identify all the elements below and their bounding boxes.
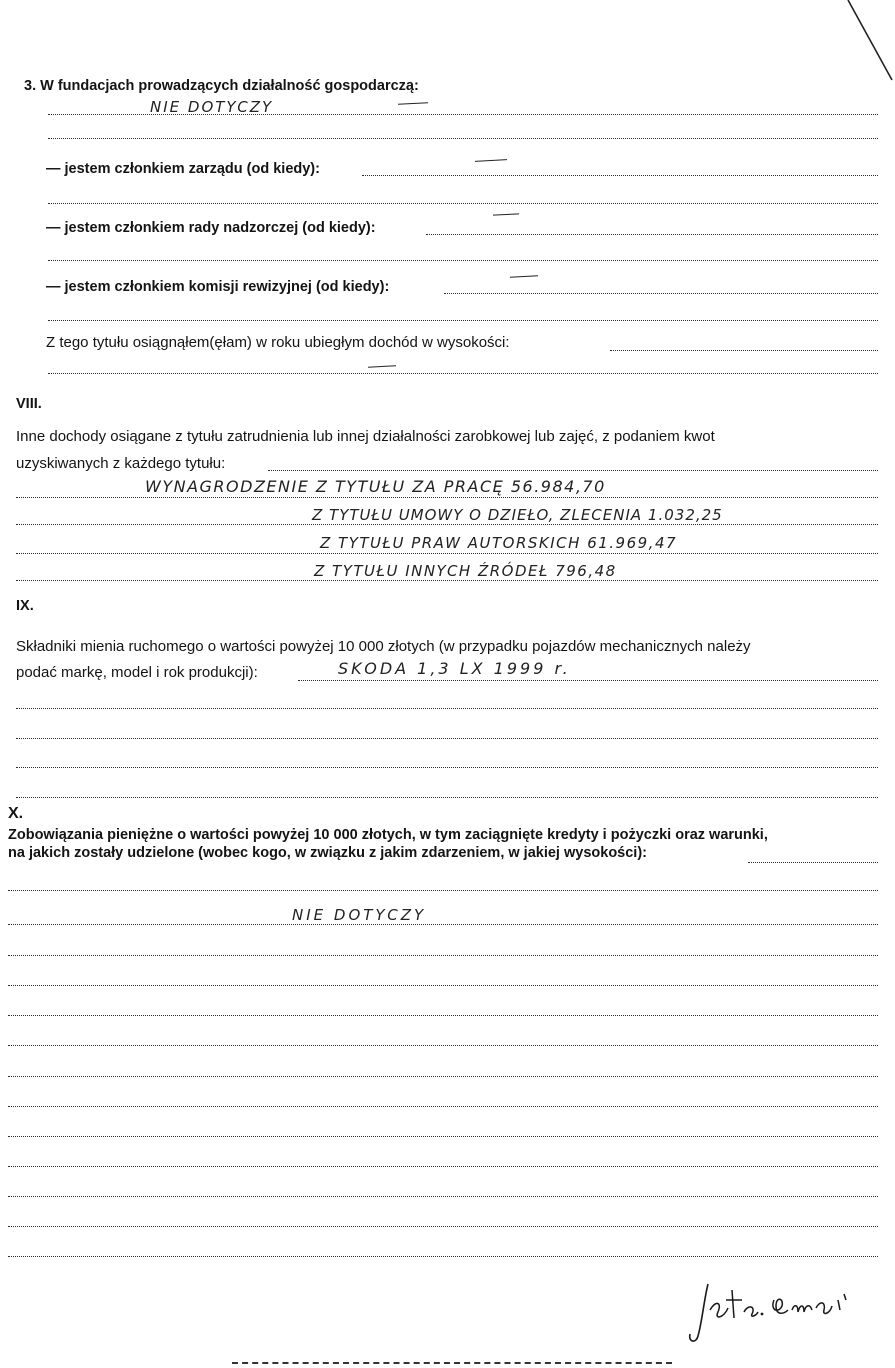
handwritten-dash	[368, 365, 396, 367]
section-viii-text-line2: uzyskiwanych z każdego tytułu:	[16, 455, 226, 472]
dotted-line	[8, 985, 878, 986]
dotted-line	[8, 924, 878, 925]
section-3-heading: 3. W fundacjach prowadzących działalność gospodarczą:	[24, 78, 419, 94]
section-3-answer: NIE DOTYCZY	[150, 98, 274, 116]
income-label: Z tego tytułu osiągnąłem(ęłam) w roku ubiegłym dochód w wysokości:	[46, 334, 510, 351]
handwritten-dash	[475, 159, 507, 162]
dotted-line	[8, 1045, 878, 1046]
footer-dashed-line	[232, 1362, 672, 1364]
dotted-line	[8, 1196, 878, 1197]
dotted-line	[16, 708, 878, 709]
income-entry-other: Z TYTUŁU INNYCH ŹRÓDEŁ 796,48	[314, 562, 617, 580]
dotted-line	[8, 1106, 878, 1107]
dotted-line	[610, 350, 878, 351]
vehicle-answer: SKODA 1,3 LX 1999 r.	[338, 659, 571, 678]
section-ix-number: IX.	[16, 598, 34, 614]
dotted-line	[48, 260, 878, 261]
dotted-line	[8, 1226, 878, 1227]
section-x-text-line2: na jakich zostały udzielone (wobec kogo, w związku z jakim zdarzeniem, w jakiej wysokości):	[8, 845, 647, 861]
dotted-line	[8, 1256, 878, 1257]
section-viii-text-line1: Inne dochody osiągane z tytułu zatrudnienia lub innej działalności zarobkowej lub zajęć, z podaniem kwot	[16, 428, 715, 445]
income-entry-contract: Z TYTUŁU UMOWY O DZIEŁO, ZLECENIA 1.032,25	[312, 506, 723, 524]
dotted-line	[444, 293, 878, 294]
dotted-line	[8, 1136, 878, 1137]
handwritten-dash	[493, 213, 519, 215]
section-ix-text-line1: Składniki mienia ruchomego o wartości powyżej 10 000 złotych (w przypadku pojazdów mechanicznych należy	[16, 638, 751, 655]
handwritten-dash	[398, 102, 428, 105]
section-viii-number: VIII.	[16, 396, 42, 412]
dotted-line	[8, 890, 878, 891]
dotted-line	[16, 797, 878, 798]
audit-member-label: — jestem członkiem komisji rewizyjnej (od kiedy):	[46, 279, 390, 295]
dotted-line	[268, 470, 878, 471]
section-x-text-line1: Zobowiązania pieniężne o wartości powyżej 10 000 złotych, w tym zaciągnięte kredyty i pożyczki oraz warunki,	[8, 827, 768, 843]
income-entry-copyright: Z TYTUŁU PRAW AUTORSKICH 61.969,47	[320, 534, 678, 552]
dotted-line	[48, 373, 878, 374]
dotted-line	[8, 1076, 878, 1077]
supervisory-member-label: — jestem członkiem rady nadzorczej (od kiedy):	[46, 220, 376, 236]
dotted-line	[16, 580, 878, 581]
dotted-line	[16, 524, 878, 525]
dotted-line	[48, 138, 878, 139]
handwritten-signature	[680, 1270, 880, 1350]
dotted-line	[8, 955, 878, 956]
dotted-line	[426, 234, 878, 235]
dotted-line	[8, 1015, 878, 1016]
section-x-number: X.	[8, 805, 24, 822]
section-ix-text-line2: podać markę, model i rok produkcji):	[16, 664, 258, 681]
dotted-line	[298, 680, 878, 681]
dotted-line	[16, 497, 878, 498]
handwritten-dash	[510, 275, 538, 277]
dotted-line	[16, 553, 878, 554]
dotted-line	[16, 738, 878, 739]
dotted-line	[48, 203, 878, 204]
liabilities-answer: NIE DOTYCZY	[292, 906, 427, 924]
dotted-line	[8, 1166, 878, 1167]
income-entry-salary: WYNAGRODZENIE Z TYTUŁU ZA PRACĘ 56.984,70	[145, 477, 606, 496]
dotted-line	[48, 320, 878, 321]
dotted-line	[362, 175, 878, 176]
board-member-label: — jestem członkiem zarządu (od kiedy):	[46, 161, 320, 177]
dotted-line	[16, 767, 878, 768]
dotted-line	[748, 862, 878, 863]
